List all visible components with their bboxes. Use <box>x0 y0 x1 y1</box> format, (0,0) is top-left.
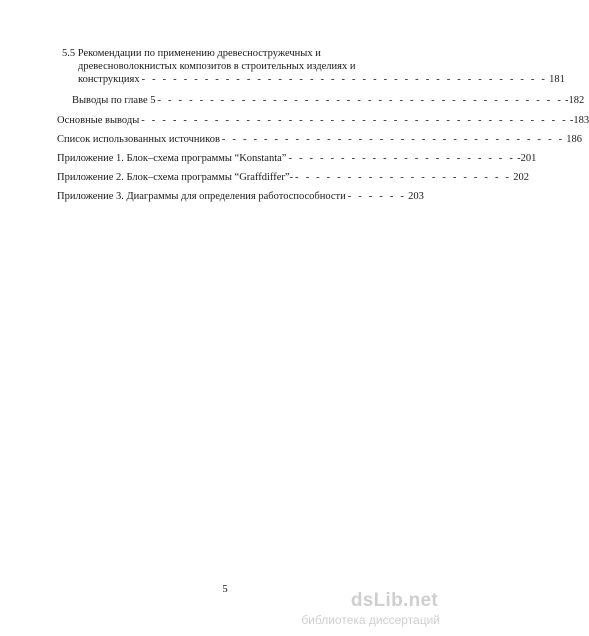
toc-entry-appendix-1 <box>57 152 537 166</box>
toc-entry-label: конструкциях <box>78 74 140 85</box>
page-number: 5 <box>222 584 228 595</box>
toc-leader-dots: - - - - - - - - - - - - - - - - - - - - - - - - - - - - - - - - - - - - - - - - - <box>141 115 568 126</box>
toc-leader-dots: - - - - - - - - - - - - - - - - - - - - - <box>295 172 512 183</box>
toc-entry-page: 181 <box>549 74 565 85</box>
toc-leader-dots: - - - - - - - - - - - - - - - - - - - - - - - - - - - - - - - - - <box>221 134 565 145</box>
toc-leader-dots: - - - - - - - - - - - - - - - - - - - - - - - - - - - - - - - - - - - - - - - <box>157 95 564 106</box>
toc-entry-page: -182 <box>565 95 585 106</box>
toc-entry-section-5-5 <box>78 73 565 87</box>
toc-entry-page: 186 <box>566 134 583 145</box>
toc-entry-references <box>57 133 583 147</box>
toc-entry-page: 203 <box>408 191 424 202</box>
watermark-logo: dsLib.net <box>350 590 438 611</box>
toc-leader-dots: - - - - - - - - - - - - - - - - - - - - - - - - - - - - - - - - - - - - - - - <box>141 74 548 85</box>
toc-entry-conclusions-ch5 <box>72 94 585 108</box>
toc-entry-label: Приложение 2. Блок–схема программы “Graffdiffer”- <box>57 172 294 183</box>
toc-entry-page: 202 <box>513 172 529 183</box>
toc-entry-page: -201 <box>517 153 537 164</box>
toc-entry-label: Выводы по главе 5 <box>72 95 156 106</box>
watermark-subtitle: библиотека диссертаций <box>301 613 440 627</box>
toc-entry-label: Основные выводы <box>57 115 140 126</box>
toc-entry-appendix-3 <box>57 190 424 204</box>
toc-section-5-5-line2: древесноволокнистых композитов в строительных изделиях и <box>78 61 356 72</box>
toc-leader-dots: - - - - - - - - - - - - - - - - - - - - - - <box>288 153 516 164</box>
toc-leader-dots: - - - - - - <box>347 191 407 202</box>
toc-section-5-5-line1: 5.5 Рекомендации по применению древесностружечных и <box>62 48 321 59</box>
toc-entry-label: Список использованных источников <box>57 134 220 145</box>
toc-entry-main-conclusions <box>57 114 589 128</box>
toc-entry-label: Приложение 3. Диаграммы для определения работоспособности <box>57 191 346 202</box>
toc-entry-page: -183 <box>569 115 589 126</box>
dslib-watermark <box>242 590 442 630</box>
toc-entry-appendix-2 <box>57 171 529 185</box>
toc-entry-label: Приложение 1. Блок–схема программы “Konstanta” <box>57 153 287 164</box>
